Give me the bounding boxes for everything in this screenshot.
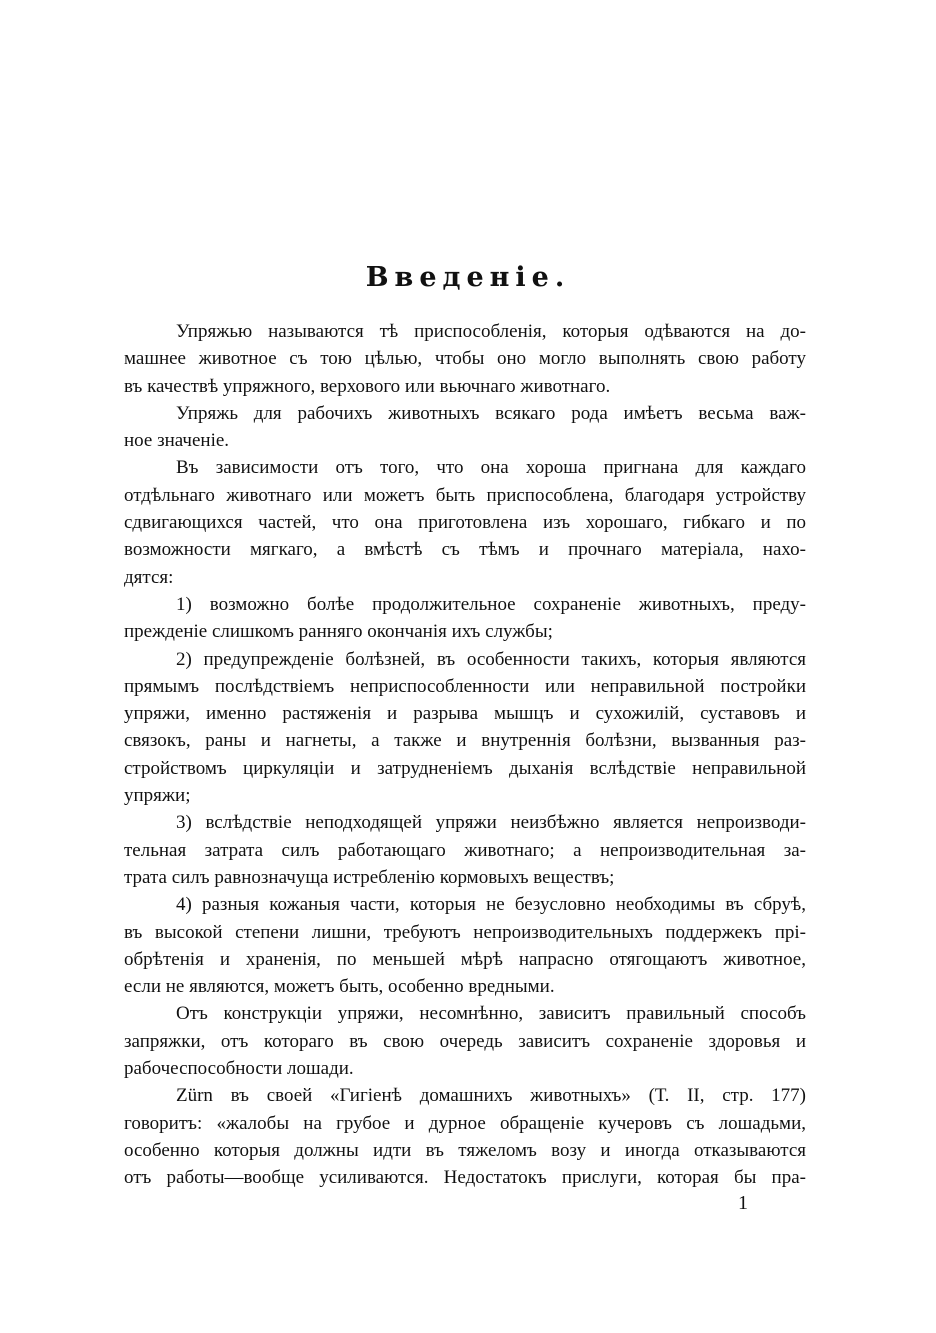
text-line: Отъ конструкціи упряжи, несомнѣнно, зависитъ правильный способъ — [176, 1003, 806, 1025]
text-line: прямымъ послѣдствіемъ неприспособленности или неправильной постройки — [124, 675, 806, 697]
text-line: Упряжью называются тѣ приспособленія, которыя одѣваются на до- — [176, 321, 806, 342]
text-line: упряжи, именно растяженія и разрыва мышцъ и сухожилій, суставовъ и — [124, 703, 806, 725]
text-line: отдѣльнаго животнаго или можетъ быть приспособлена, благодаря устройству — [124, 484, 806, 506]
text-line: связокъ, раны и нагнеты, а также и внутреннія болѣзни, вызванныя раз- — [124, 730, 806, 752]
text-line: Въ зависимости отъ того, что она хороша пригнана для каждаго — [176, 457, 806, 479]
text-line: рабочеспособности лошади. — [124, 1058, 354, 1080]
text-line: упряжи; — [124, 785, 191, 807]
text-line: Упряжь для рабочихъ животныхъ всякаго рода имѣетъ весьма важ- — [176, 402, 806, 424]
body-text — [124, 318, 806, 1192]
page-number: 1 — [738, 1192, 748, 1214]
text-line: ное значеніе. — [124, 430, 230, 452]
text-line: тельная затрата силъ работающаго животнаго; а непроизводительная за- — [124, 839, 806, 861]
text-line: 1) возможно болѣе продолжительное сохраненіе животныхъ, преду- — [176, 593, 806, 615]
text-line: отъ работы—вообще усиливаются. Недостатокъ прислуги, которая бы пра- — [124, 1167, 806, 1189]
text-line: если не являются, можетъ быть, особенно вредными. — [124, 976, 555, 998]
text-line: въ качествѣ упряжного, верхового или вьючнаго животнаго. — [124, 375, 611, 397]
text-line: въ высокой степени лишни, требуютъ непроизводительныхъ поддержекъ прі- — [124, 921, 806, 943]
text-line: трата силъ равнозначуща истребленію кормовыхъ веществъ; — [124, 866, 615, 888]
text-line: обрѣтенія и храненія, по меньшей мѣрѣ напрасно отягощаютъ животное, — [124, 948, 806, 970]
text-line: прежденіе слишкомъ ранняго окончанія ихъ службы; — [124, 621, 553, 643]
text-line: Zürn въ своей «Гигіенѣ домашнихъ животныхъ» (Т. II, стр. 177) — [176, 1085, 806, 1107]
text-line: запряжки, отъ котораго въ свою очередь зависитъ сохраненіе здоровья и — [124, 1030, 806, 1052]
text-line: 2) предупрежденіе болѣзней, въ особенности такихъ, которыя являются — [176, 648, 806, 670]
text-line: стройствомъ циркуляціи и затрудненіемъ дыханія вслѣдствіе неправильной — [124, 757, 806, 779]
text-line: 3) вслѣдствіе неподходящей упряжи неизбѣжно является непроизводи- — [176, 812, 806, 834]
text-line: дятся: — [124, 566, 174, 588]
text-line: машнее животное съ тою цѣлью, чтобы оно могло выполнять свою работу — [124, 348, 806, 370]
text-line: говоритъ: «жалобы на грубое и дурное обращеніе кучеровъ съ лошадьми, — [124, 1112, 806, 1134]
text-line: 4) разныя кожаныя части, которыя не безусловно необходимы въ сбруѣ, — [176, 894, 806, 916]
text-line: возможности мягкаго, а вмѣстѣ съ тѣмъ и прочнаго матеріала, нахо- — [124, 539, 806, 561]
text-line: особенно которыя должны идти въ тяжеломъ возу и иногда отказываются — [124, 1139, 806, 1161]
text-line: сдвигающихся частей, что она приготовлена изъ хорошаго, гибкаго и по — [124, 512, 806, 534]
chapter-title: Введеніе. — [365, 262, 571, 293]
